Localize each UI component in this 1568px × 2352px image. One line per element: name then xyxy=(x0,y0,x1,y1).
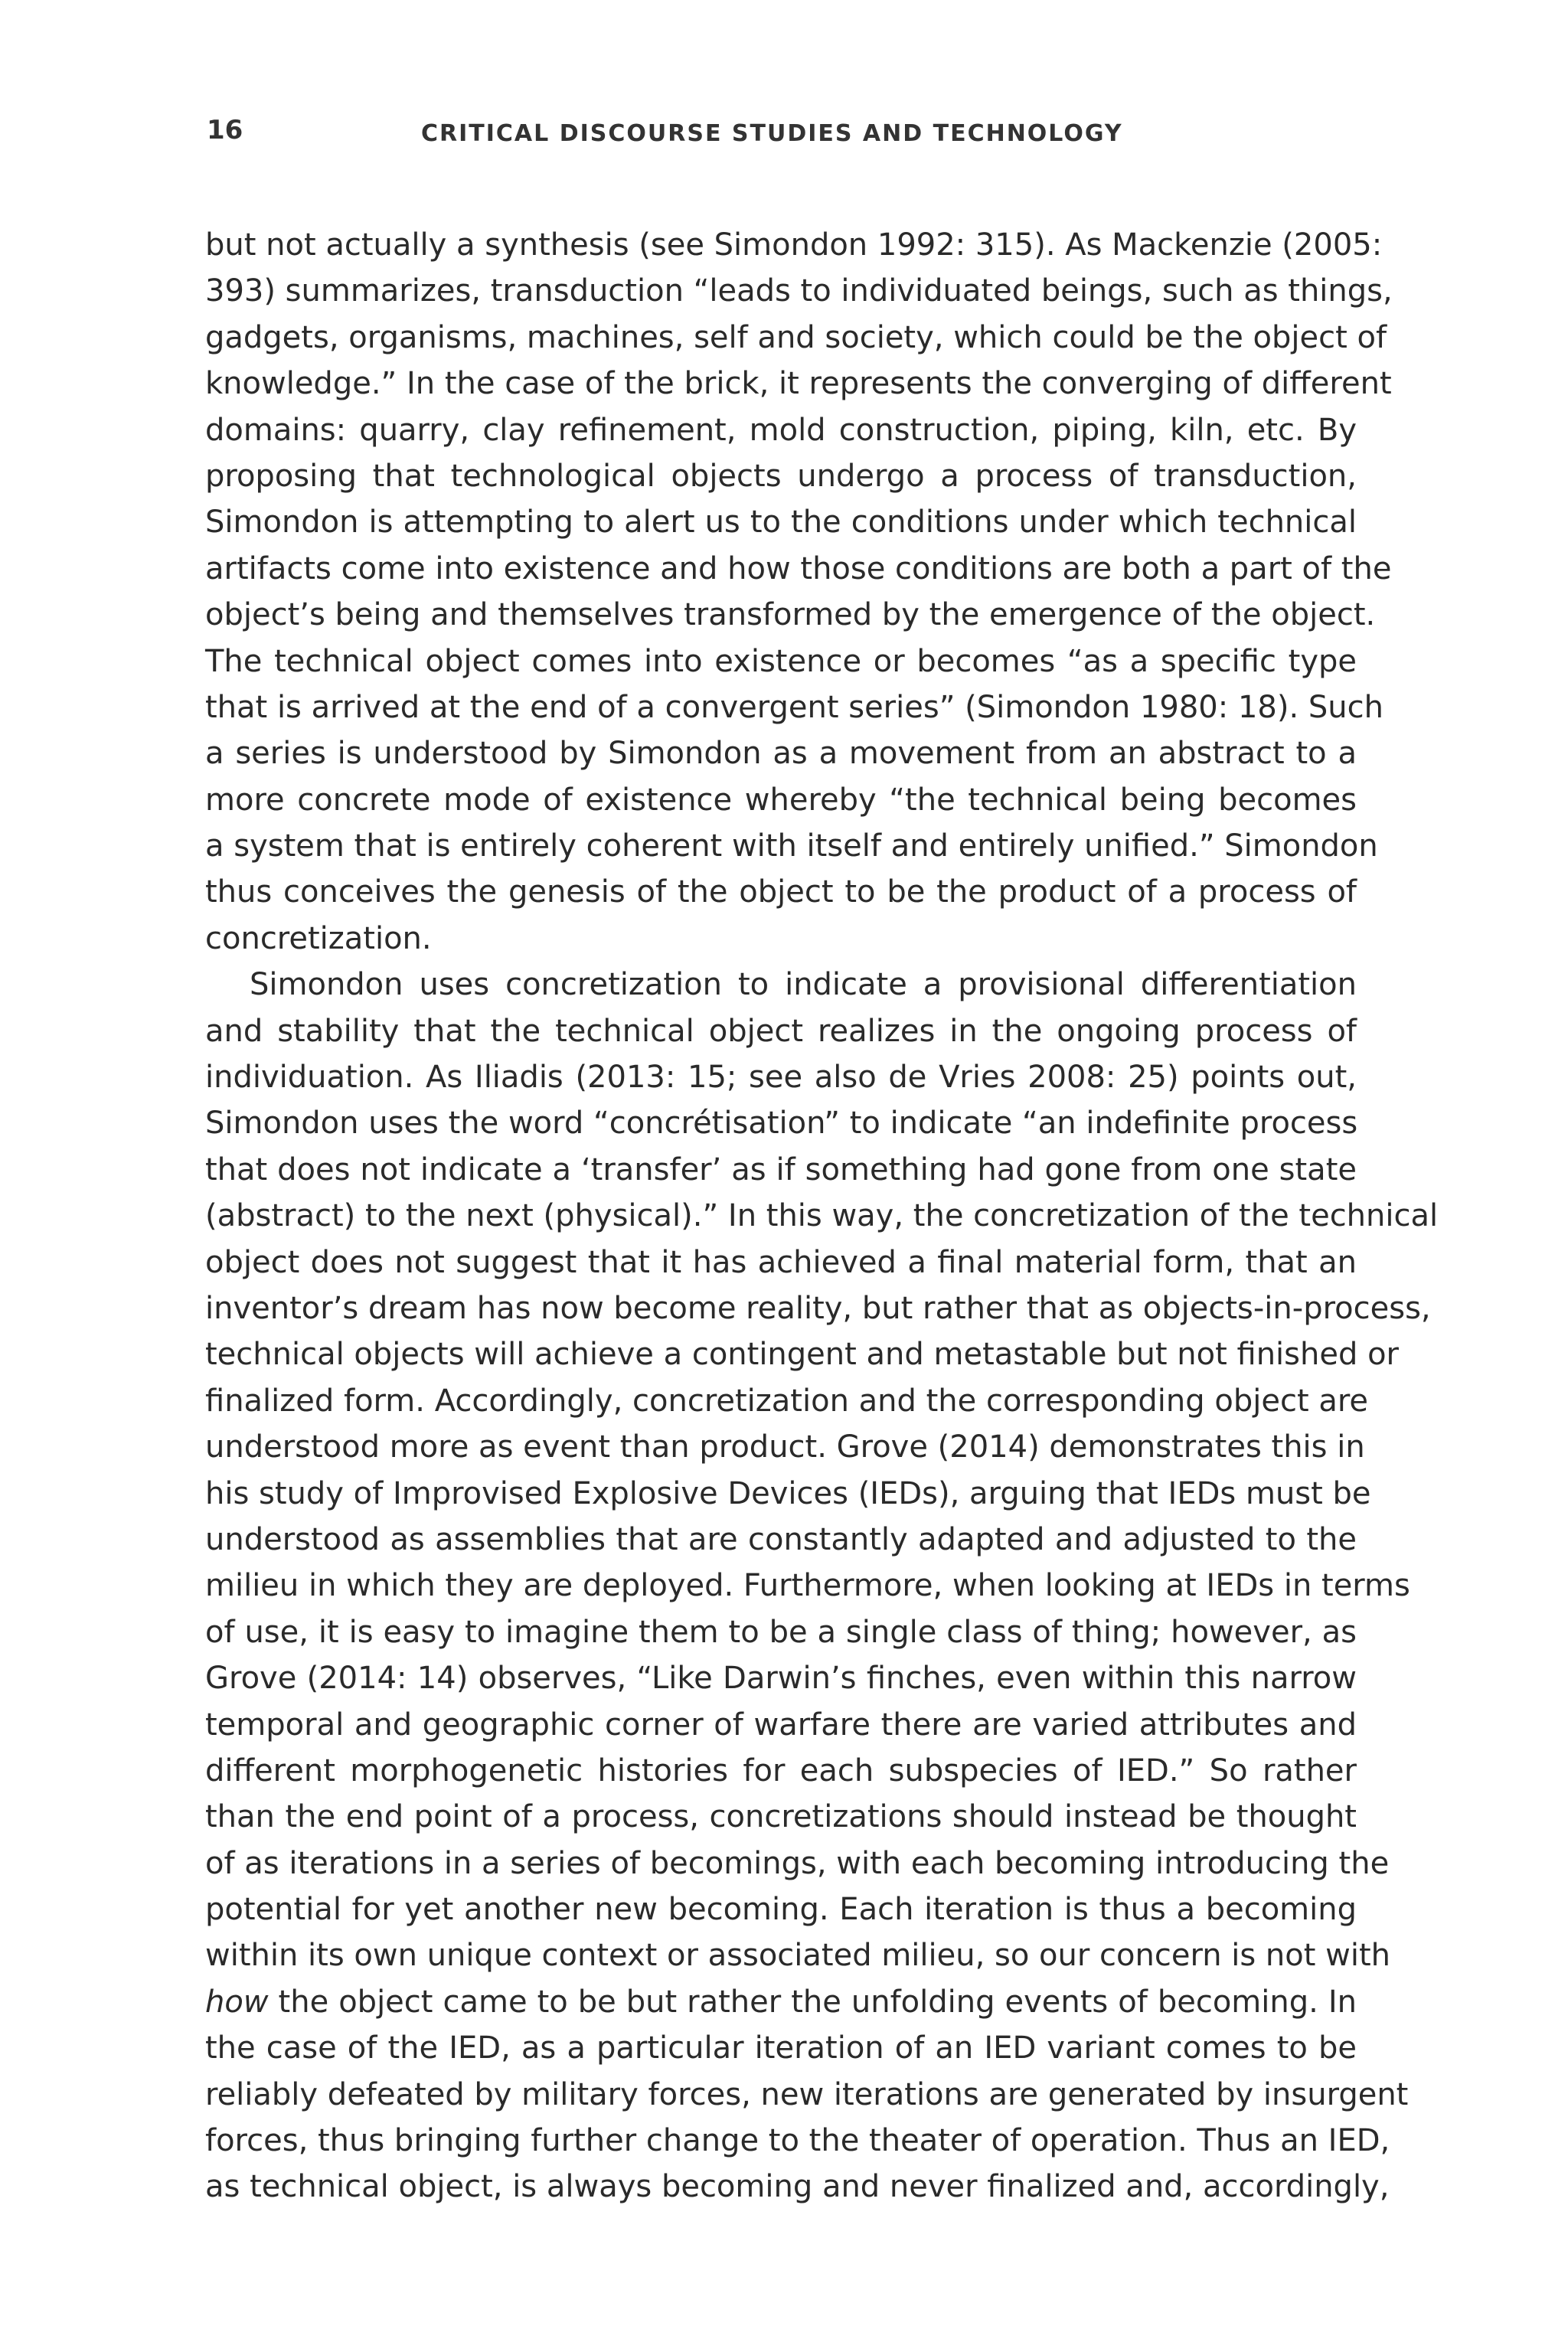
text-line: object’s being and themselves transformed by the emergence of the object. xyxy=(205,597,1376,633)
text-line: technical objects will achieve a contingent and metastable but not finished or xyxy=(205,1337,1399,1373)
text-line: forces, thus bringing further change to the theater of operation. Thus an IED, xyxy=(205,2123,1390,2159)
text-line: Grove (2014: 14) observes, “Like Darwin’s finches, even within this narrow xyxy=(205,1661,1357,1697)
text-line: domains: quarry, clay refinement, mold construction, piping, kiln, etc. By xyxy=(205,412,1357,448)
text-line: as technical object, is always becoming and never finalized and, accordingly, xyxy=(205,2169,1390,2205)
text-line: the case of the IED, as a particular iteration of an IED variant comes to be xyxy=(205,2030,1357,2066)
text-line-with-italic xyxy=(205,1979,1357,2025)
text-line: (abstract) to the next (physical).” In this way, the concretization of the technical xyxy=(205,1198,1439,1234)
text-line: understood as assemblies that are constantly adapted and adjusted to the xyxy=(205,1521,1357,1557)
text-line: The technical object comes into existence or becomes “as a specific type xyxy=(205,643,1357,679)
text-line: understood more as event than product. Grove (2014) demonstrates this in xyxy=(205,1429,1365,1465)
text-line: inventor’s dream has now become reality, but rather that as objects-in-process, xyxy=(205,1290,1431,1326)
text-line: that is arrived at the end of a convergent series” (Simondon 1980: 18). Such xyxy=(205,689,1383,725)
text-line: a series is understood by Simondon as a movement from an abstract to a xyxy=(205,736,1357,772)
text-line: object does not suggest that it has achieved a final material form, that an xyxy=(205,1244,1357,1280)
text-line: thus conceives the genesis of the object to be the product of a process of xyxy=(205,874,1357,910)
text-line: concretization. xyxy=(205,920,432,956)
text-line: Simondon uses concretization to indicate a provisional differentiation xyxy=(250,967,1357,1003)
text-line: than the end point of a process, concretizations should instead be thought xyxy=(205,1799,1357,1835)
text-line: Simondon uses the word “concrétisation” to indicate “an indefinite process xyxy=(205,1106,1358,1142)
text-line: and stability that the technical object realizes in the ongoing process of xyxy=(205,1013,1357,1049)
text-line: reliably defeated by military forces, new iterations are generated by insurgent xyxy=(205,2076,1409,2112)
text-line: of use, it is easy to imagine them to be a single class of thing; however, as xyxy=(205,1614,1357,1650)
text-line: proposing that technological objects undergo a process of transduction, xyxy=(205,458,1357,494)
text-line: finalized form. Accordingly, concretization and the corresponding object are xyxy=(205,1383,1369,1419)
text-line: knowledge.” In the case of the brick, it represents the converging of different xyxy=(205,366,1392,402)
text-line: but not actually a synthesis (see Simondon 1992: 315). As Mackenzie (2005: xyxy=(205,227,1383,263)
text-line: gadgets, organisms, machines, self and society, which could be the object of xyxy=(205,319,1387,355)
text-line-rest: the object came to be but rather the unfolding events of becoming. In xyxy=(268,1984,1357,2020)
text-line: individuation. As Iliadis (2013: 15; see also de Vries 2008: 25) points out, xyxy=(205,1060,1357,1096)
text-line: temporal and geographic corner of warfare there are varied attributes and xyxy=(205,1707,1357,1743)
text-line: milieu in which they are deployed. Furthermore, when looking at IEDs in terms xyxy=(205,1568,1410,1604)
body-text xyxy=(205,222,1439,2210)
text-line: within its own unique context or associated milieu, so our concern is not with xyxy=(205,1938,1391,1974)
text-line: artifacts come into existence and how those conditions are both a part of the xyxy=(205,550,1392,586)
text-line: that does not indicate a ‘transfer’ as if something had gone from one state xyxy=(205,1152,1357,1187)
page-number: 16 xyxy=(207,115,243,145)
text-line: of as iterations in a series of becomings, with each becoming introducing the xyxy=(205,1845,1390,1881)
text-line: a system that is entirely coherent with itself and entirely unified.” Simondon xyxy=(205,828,1378,864)
text-line: 393) summarizes, transduction “leads to individuated beings, such as things, xyxy=(205,273,1393,309)
text-line: potential for yet another new becoming. Each iteration is thus a becoming xyxy=(205,1892,1357,1928)
running-head: CRITICAL DISCOURSE STUDIES AND TECHNOLOGY xyxy=(421,120,1123,147)
text-line: Simondon is attempting to alert us to the conditions under which technical xyxy=(205,505,1357,541)
text-line: more concrete mode of existence whereby “the technical being becomes xyxy=(205,782,1357,818)
text-line: his study of Improvised Explosive Devices (IEDs), arguing that IEDs must be xyxy=(205,1475,1371,1511)
text-line: different morphogenetic histories for each subspecies of IED.” So rather xyxy=(205,1753,1357,1788)
italic-word: how xyxy=(205,1984,269,2020)
